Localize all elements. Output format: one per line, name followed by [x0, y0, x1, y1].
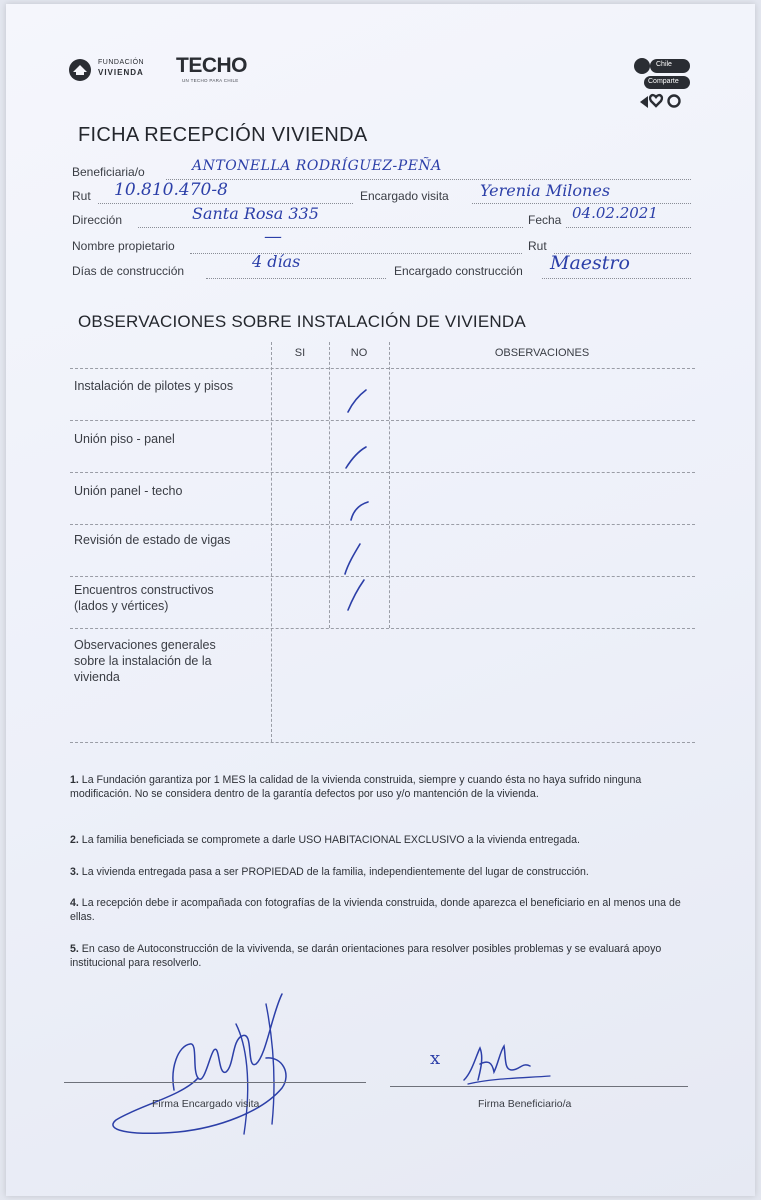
note-number: 5. — [70, 943, 79, 955]
rut2-label: Rut — [528, 239, 547, 253]
check-mark-icon — [342, 574, 372, 614]
check-mark-icon — [344, 384, 374, 418]
rut-label: Rut — [72, 189, 91, 203]
fecha-value: 04.02.2021 — [572, 204, 658, 222]
form-sheet — [6, 4, 755, 1196]
fundacion-house-icon — [68, 58, 92, 82]
note-number: 4. — [70, 897, 79, 909]
signature-label-beneficiario: Firma Beneficiario/a — [478, 1098, 572, 1110]
note-text: La recepción debe ir acompañada con fotografías de la vivienda construida, donde aparezca el beneficiario en al menos una de ellas. — [70, 897, 681, 923]
table-row-label: Observaciones generales sobre la instalación de la vivienda — [74, 638, 216, 684]
dias-label: Días de construcción — [72, 264, 185, 278]
table-row-label: Revisión de estado de vigas — [74, 533, 231, 547]
signature-mark-beneficiario: x — [430, 1048, 441, 1069]
chile-comparte-badge — [626, 56, 698, 116]
table-row-divider — [70, 524, 695, 525]
beneficiaria-label: Beneficiaria/o — [72, 165, 145, 179]
col-header-no: NO — [350, 347, 368, 359]
propietario-line — [190, 253, 522, 254]
signature-line-beneficiario — [390, 1086, 688, 1087]
direccion-value: Santa Rosa 335 — [192, 204, 319, 223]
note-text: La Fundación garantiza por 1 MES la calidad de la vivienda construida, siempre y cuando ésta no haya sufrido ninguna modificación. No se considera dentro de la garantía defectos por uso y/o mantención de la vivienda. — [70, 774, 642, 800]
encargado-construccion-line — [542, 278, 691, 279]
table-col-divider — [389, 342, 390, 628]
table-row-label: Unión piso - panel — [74, 432, 175, 446]
propietario-value: — — [264, 226, 282, 247]
dias-line — [206, 278, 386, 279]
fecha-line — [566, 227, 691, 228]
check-mark-icon — [346, 490, 376, 524]
direccion-label: Dirección — [72, 213, 123, 227]
form-title: FICHA RECEPCIÓN VIVIENDA — [78, 124, 368, 146]
beneficiaria-line — [166, 179, 691, 180]
badge-chile-label: Chile — [656, 61, 672, 68]
fundacion-label-top: FUNDACIÓN — [98, 59, 145, 66]
techo-wordmark: TECHO — [176, 54, 247, 77]
section-title: OBSERVACIONES SOBRE INSTALACIÓN DE VIVIENDA — [78, 312, 526, 331]
techo-logo — [176, 54, 266, 88]
encargado-visita-value: Yerenia Milones — [480, 181, 611, 200]
signature-encargado — [86, 984, 326, 1144]
note-text: En caso de Autoconstrucción de la vivivenda, se darán orientaciones para resolver posibles problemas y se evaluará apoyo institucional para resolverlo. — [70, 943, 662, 969]
fecha-label: Fecha — [528, 213, 562, 227]
techo-tagline: UN TECHO PARA CHILE — [182, 78, 239, 83]
propietario-label: Nombre propietario — [72, 239, 175, 253]
fundacion-label-bottom: VIVIENDA — [98, 68, 144, 77]
signature-beneficiario — [454, 1034, 574, 1094]
table-row-label: Unión panel - techo — [74, 484, 183, 498]
table-row-divider — [70, 576, 695, 577]
table-row-divider — [70, 742, 695, 743]
note-item — [70, 774, 695, 801]
direccion-line — [138, 227, 523, 228]
signature-line-encargado — [64, 1082, 366, 1083]
fundacion-vivienda-logo — [68, 56, 178, 84]
note-item — [70, 897, 695, 924]
note-number: 2. — [70, 834, 79, 846]
beneficiaria-value: ANTONELLA RODRÍGUEZ-PEÑA — [192, 158, 442, 174]
col-header-si: SI — [294, 347, 306, 359]
badge-comparte-label: Comparte — [648, 78, 679, 85]
note-text: La familia beneficiada se compromete a darle USO HABITACIONAL EXCLUSIVO a la vivienda entregada. — [81, 834, 580, 846]
table-row-label: Instalación de pilotes y pisos — [74, 379, 234, 393]
encargado-construccion-label: Encargado construcción — [394, 264, 523, 278]
note-item — [70, 834, 695, 848]
note-number: 1. — [70, 774, 79, 786]
table-row-label: Encuentros constructivos (lados y vértices) — [74, 583, 214, 613]
encargado-visita-label: Encargado visita — [360, 189, 449, 203]
note-number: 3. — [70, 866, 79, 878]
note-item — [70, 943, 695, 970]
table-col-divider — [329, 342, 330, 628]
signature-label-encargado: Firma Encargado visita — [152, 1098, 260, 1110]
check-mark-icon — [342, 438, 372, 472]
encargado-construccion-value: Maestro — [550, 252, 630, 274]
table-col-divider — [271, 342, 272, 742]
table-row-divider — [70, 368, 695, 369]
table-row-divider — [70, 420, 695, 421]
note-item — [70, 866, 695, 880]
dias-value: 4 días — [252, 252, 301, 271]
rut-value: 10.810.470-8 — [114, 180, 228, 200]
table-row-divider — [70, 472, 695, 473]
note-text: La vivienda entregada pasa a ser PROPIEDAD de la familia, independientemente del lugar de construcción. — [81, 866, 589, 878]
col-header-observaciones: OBSERVACIONES — [494, 347, 590, 359]
table-row-divider — [70, 628, 695, 629]
